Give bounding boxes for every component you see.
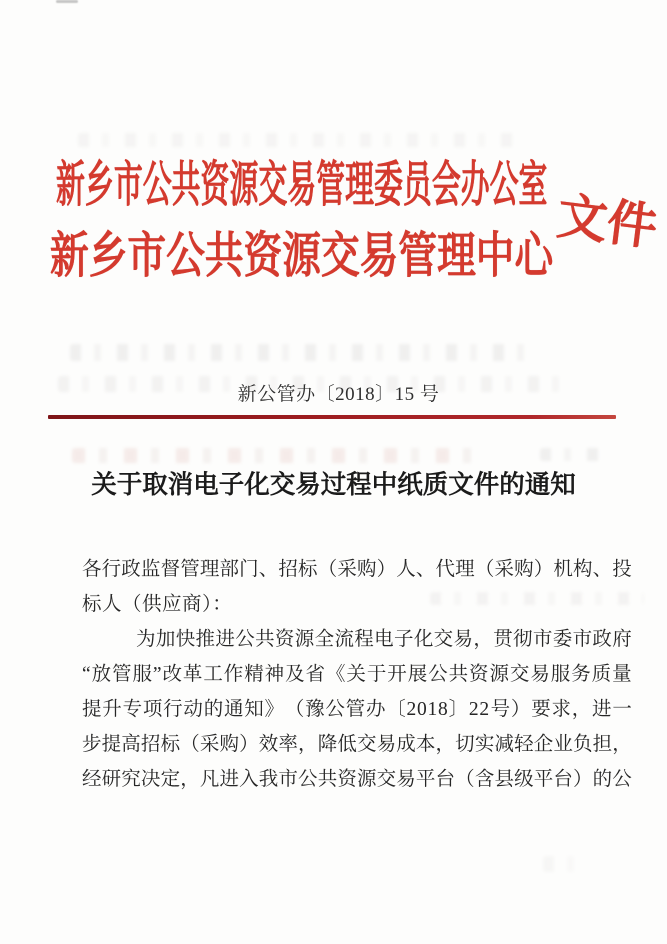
red-separator-line: [48, 415, 616, 419]
bleed-through-artifact: [72, 448, 480, 463]
document-word: 文件: [554, 188, 661, 256]
body-text-line: 各 行 政 监 督 管 理 部 门 、 招 标 （ 采 购 ） 人 、 代 理 （ 采 购 ） 机 构 、 投: [82, 559, 632, 580]
org-name-line2: 新乡市公共资源交易管理中心: [50, 228, 554, 283]
scan-edge-mark: [56, 0, 78, 3]
body-text-line: 经 研 究 决 定 ， 凡 进 入 我 市 公 共 资 源 交 易 平 台 （ 含 县 级 平 台 ） 的 公: [82, 769, 632, 790]
body-text-line: “ 放 管 服 ” 改 革 工 作 精 神 及 省 《 关 于 开 展 公 共 资 源 交 易 服 务 质 量: [82, 664, 632, 685]
bleed-through-artifact: [78, 133, 518, 147]
body-text-line: 标人（供应商）：: [82, 594, 233, 615]
bleed-through-artifact: [543, 856, 583, 872]
bleed-through-artifact: [70, 344, 540, 361]
body-text-line: 提 升 专 项 行 动 的 通 知 》 （ 豫 公 管 办 〔 2 0 1 8 〕 2 2 号 ） 要 求 ， 进 一: [82, 699, 632, 720]
document-body: [82, 552, 632, 797]
body-text-line: 为 加 快 推 进 公 共 资 源 全 流 程 电 子 化 交 易 ， 贯 彻 市 委 市 政 府: [136, 629, 632, 650]
org-name-line1: 新乡市公共资源交易管理委员会办公室: [56, 157, 548, 212]
bleed-through-artifact: [540, 448, 602, 461]
document-number: 新公管办〔2018〕15 号: [237, 384, 440, 405]
document-title: 关于取消电子化交易过程中纸质文件的通知: [91, 470, 576, 499]
body-text-line: 步 提 高 招 标 （ 采 购 ） 效 率 ， 降 低 交 易 成 本 ， 切 实 减 轻 企 业 负 担 ，: [82, 734, 632, 755]
